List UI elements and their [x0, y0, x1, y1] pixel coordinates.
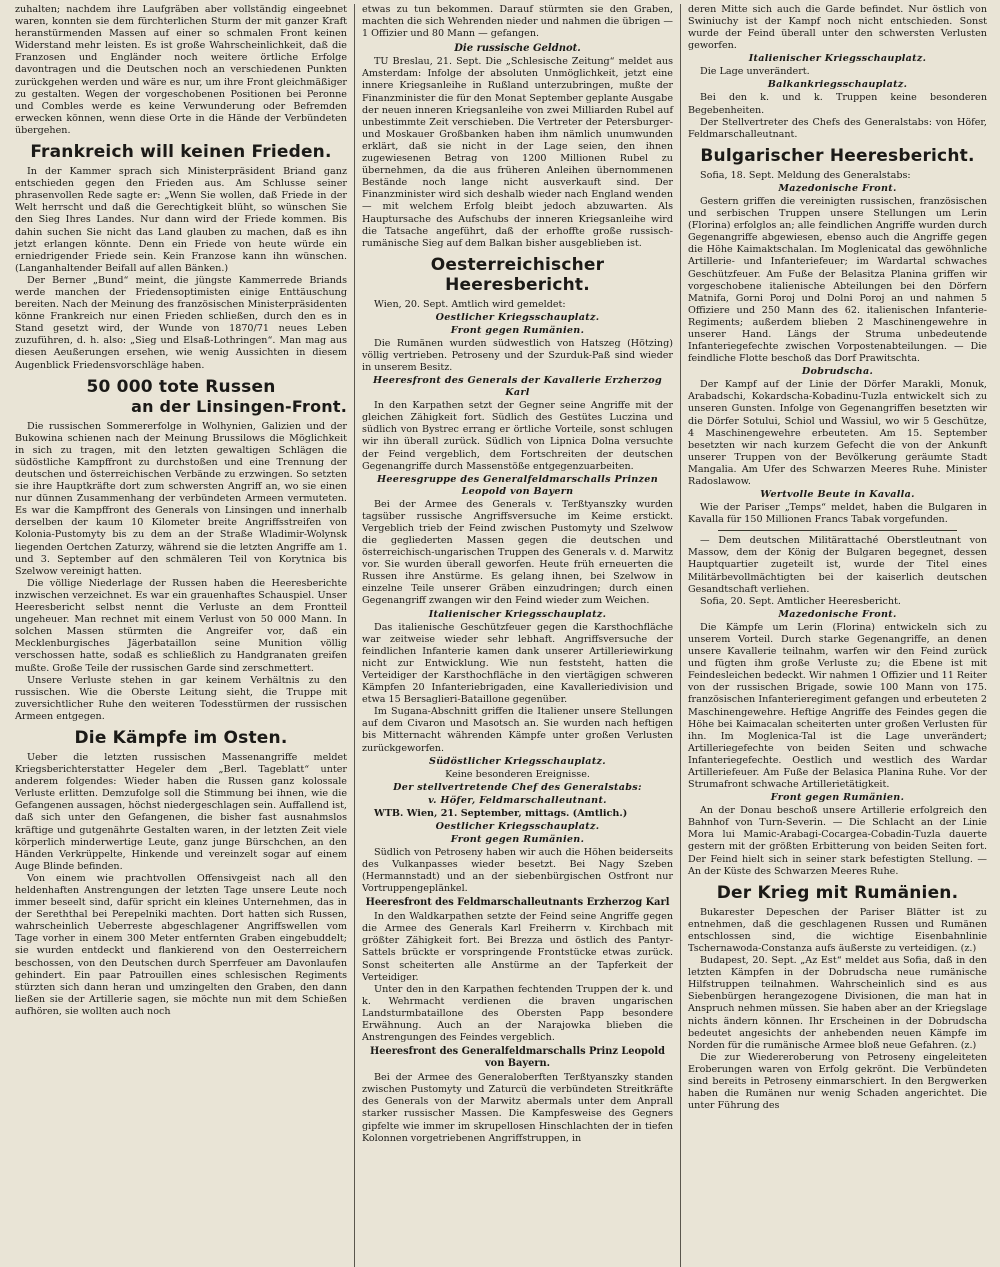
article-text: Gestern griffen die vereinigten russischen, französischen und serbischen Truppen unsere Stellungen um Lerin (Florina) erfolglos an; alle feindlichen Angriffe wurden durch Gegenangriffe abgewiesen, ebenso auch die Angriffe gegen die Höhe Kaimaktschalan. Im Moglenicatal das gewöhnliche Artillerie- und Infanteriefeuer; im Wardartal schwaches Geschützfeuer. Am Fuße der Belasitza Planina griffen wir vorgeschobene italienische Abteilungen bei den Dörfern Matnifa, Gorni Poroj und Dolni Poroj an und nahmen 5 Offiziere und 250 Mann des 62. italienischen Infanterie-Regiments; außerdem blieben 2 Maschinengewehre in unserer Hand. Längs der Struma unbedeutende Infanteriegefechte zwischen Vorpostenabteilungen. — Die feindliche Flotte beschoß das Dorf Prawitschta. — [688, 195, 987, 365]
signature-line: Der stellvertretende Chef des Generalstabs: — [393, 781, 642, 793]
signature-line: v. Höfer, Feldmarschalleutnant. — [428, 794, 607, 806]
headline: Frankreich will keinen Frieden. — [30, 142, 332, 163]
column-1 — [8, 4, 354, 1267]
section-title: Die russische Geldnot. — [454, 43, 581, 55]
subheading: Heeresgruppe des Generalfeldmarschalls Prinzen Leopold von Bayern — [377, 473, 658, 497]
article-text: Bei den k. und k. Truppen keine besonderen Begebenheiten. — [688, 92, 987, 116]
article-text: Der Berner „Bund“ meint, die jüngste Kammerrede Briands werde manchen der Friedensoptimisten einige Enttäuschung bereiten. Nach der Meinung des französischen Ministerpräsidenten könne Frankreich nur einen Frieden schließen, durch den es in Stand gesetzt wird, der Wunde von 1870/71 neues Leben zuzuführen, d. h. also: „Sieg und Elsaß-Lothringen“. Man mag aus diesen Aeußerungen ersehen, wie wenig Aussichten in diesem Augenblick Friedensvorschläge haben. — [15, 274, 347, 371]
article-text: Keine besonderen Ereignisse. — [445, 768, 590, 780]
article-text: In den Karpathen setzt der Gegner seine Angriffe mit der gleichen Zähigkeit fort. Südlich des Gestütes Luczina und südlich von Bystrec errang er örtliche Vorteile, sonst schlugen wir ihn überall zurück. Südlich von Lipnica Dolna versuchte der Feind vergeblich, dem Fortschreiten der deutschen Gegenangriffe durch Massenstöße entgegenzuarbeiten. — [362, 400, 673, 472]
headline: Bulgarischer Heeresbericht. — [700, 145, 975, 166]
article-text: In den Waldkarpathen setzte der Feind seine Angriffe gegen die Armee des Generals Karl Freiherrn v. Kirchbach mit größter Zähigkeit fort. Bei Brezza und östlich des Pantyr-Sattels brückte er vorspringende Frontstücke etwas zurück. Sonst scheiterten alle Anstürme an der Tapferkeit der Verteidiger. — [362, 911, 673, 983]
article-text: Die Rumänen wurden südwestlich von Hatszeg (Hötzing) völlig vertrieben. Petroseny und der Szurduk-Paß sind wieder in unserem Besitz. — [362, 337, 673, 374]
article-text: Von einem wie prachtvollen Offensivgeist nach all den heldenhaften Anstrengungen der letzten Tage unsere Leute noch immer beseelt sind, dafür spricht ein kleines Unternehmen, das in der Sereththal bei Perepelniki machten. Dort hatten sich Russen, wahrscheinlich Ueberreste abgeschlagener Angriffswellen vom Tage vorher in einem 300 Meter entfernten Graben eingebuddelt; sie wurden entdeckt und flankierend von den Oesterreichern beschossen, von den Deutschen durch Sperrfeuer am Davonlaufen gehindert. Ein paar Patrouillen eines schlesischen Regiments stürzten sich dann heran und umzingelten den Graben, den dann ließen sie der Artillerie sagen, sie möchte nun mit dem Schießen aufhören, sie wollten auch noch — [15, 872, 347, 1017]
subheading: Oestlicher Kriegsschauplatz. — [435, 820, 600, 832]
subheading: Heeresfront des Feldmarschalleutnants Erzherzog Karl — [365, 897, 670, 909]
article-text: Der Kampf auf der Linie der Dörfer Marakli, Monuk, Arabadschi, Kokardscha-Kobadinu-Tuzla entwickelt sich zu unseren Gunsten. Infolge von Gegenangriffen besetzten wir die Dörfer Sotului, Schiol und Wassiul, wo wir 5 Geschütze, 4 Maschinengewehre erbeuteten. Am 15. September besetzten wir nach kurzem Gefecht die von der Ankunft unserer Truppen von der Bevölkerung geräumte Stadt Mangalia. Am Ufer des Schwarzen Meeres Ruhe. Minister Radoslawow. — [688, 379, 987, 487]
subheading: Front gegen Rumänien. — [770, 792, 905, 804]
article-text: Die Lage unverändert. — [700, 66, 810, 78]
article-text: Bei der Armee des Generals v. Terßtyanszky wurden tagsüber russische Angriffsversuche im Keime erstickt. Vergeblich trieb der Feind zwischen Pustomyty und Szelwow die gegliederten Massen gegen die deutschen und österreichisch-ungarischen Truppen des Generals v. d. Marwitz vor. Sie wurden überall geworfen. Heute früh erneuerten die Russen ihre Anstürme. Es gelang ihnen, bei Szelwow in einzelne Teile unserer Gräben einzudringen; durch einen Gegenangriff zwangen wir den Feind wieder zum Weichen. — [362, 498, 673, 607]
article-text: Die Kämpfe um Lerin (Florina) entwickeln sich zu unserem Vorteil. Durch starke Gegenangriffe, an denen unsere Kavallerie teilnahm, warfen wir den Feind zurück und fügten ihm große Verluste zu; die Ebene ist mit Feindesleichen bedeckt. Wir nahmen 1 Offizier und 11 Reiter von der russischen Brigade, sowie 100 Mann von 175. französischen Infanterieregiment gefangen und erbeuteten 2 Maschinengewehre. Heftige Angriffe des Feindes gegen die Höhe bei Kaimacalan scheiterten unter großen Verlusten für ihn. Im Moglenica-Tal ist die Lage unverändert; Artilleriegefechte von beiden Seiten und schwache Infanteriegefechte. Oestlich und westlich des Wardar Artilleriefeuer. Am Fuße der Belasica Planina Ruhe. Vor der Strumafront schwache Artillerietätigkeit. — [688, 621, 987, 791]
headline: Oesterreichischer Heeresbericht. — [430, 254, 605, 295]
subheading: Heeresfront des Generalfeldmarschalls Prinz Leopold von Bayern. — [370, 1046, 665, 1070]
headline-sub: an der Linsingen-Front. — [131, 396, 347, 416]
article-text: — Dem deutschen Militärattaché Oberstleutnant von Massow, dem der König der Bulgaren begegnet, dessen Hauptquartier zugeteilt ist, wurde der Titel eines Militärbevollmächtigten bei der kaiserlich deutschen Gesandtschaft verliehen. — [688, 535, 987, 595]
subheading: Südöstlicher Kriegsschauplatz. — [429, 755, 606, 767]
article-text: Südlich von Petroseny haben wir auch die Höhen beiderseits des Vulkanpasses wieder besetzt. Bei Nagy Szeben (Hermannstadt) und an der siebenbürgischen Ostfront nur Vortruppengeplänkel. — [362, 846, 673, 895]
article-text: Das italienische Geschützfeuer gegen die Karsthochfläche war zeitweise wieder sehr lebhaft. Angriffsversuche der feindlichen Infanterie kamen dank unserer Artilleriewirkung nicht zur Entwicklung. Wie nun feststeht, hatten die Verteidiger der Karsthochfläche in den viertägigen schweren Kämpfen 20 Infanteriebrigaden, eine Kavalleriedivision und etwa 15 Bersaglieri-Bataillone gegenüber. — [362, 621, 673, 706]
article-text: Der Stellvertreter des Chefs des Generalstabs: von Höfer, Feldmarschalleutnant. — [688, 116, 987, 140]
article-text: Ueber die letzten russischen Massenangriffe meldet Kriegsberichterstatter Hegeler dem „Berl. Tageblatt“ unter anderem folgendes: Wieder haben die Russen ganz kolossale Verluste erlitten. Demzufolge soll die Stimmung bei ihnen, wie die Gefangenen aussagen, höchst niedergeschlagen sein. Auffallend ist, daß sich unter den Gefangenen, die bisher fast ausnahmslos kräftige und gutgenährte Gestalten waren, in der letzten Zeit viele körperlich minderwertige Leute, ganz junge Bürschchen, an den Händen Verkrüppelte, Hinkende und vereinzelt sogar auf einem Auge Blinde befinden. — [15, 751, 347, 872]
dateline: Wien, 20. Sept. Amtlich wird gemeldet: — [374, 298, 566, 310]
article-text: Die zur Wiedereroberung von Petroseny eingeleiteten Eroberungen waren von Erfolg gekrönt. Die Verbündeten sind bereits in Petroseny einmarschiert. In den Bergwerken haben die Rumänen nur wenig Schaden angerichtet. Die unter Führung des — [688, 1051, 987, 1112]
article-text: Bukarester Depeschen der Pariser Blätter ist zu entnehmen, daß die geschlagenen Russen und Rumänen entschlossen sind, die wichtige Eisenbahnlinie Tschernawoda-Constanza aufs äußerste zu verteidigen. (z.) — [688, 906, 987, 954]
subheading: Front gegen Rumänien. — [450, 833, 585, 845]
article-text: Budapest, 20. Sept. „Az Est“ meldet aus Sofia, daß in den letzten Kämpfen in der Dobrudscha neue rumänische Hilfstruppen teilnahmen. Wahrscheinlich sind es aus Siebenbürgen herangezogene Divisionen, die man hat in Anspruch nehmen müssen. Sie haben aber an der Kriegslage nichts ändern können. Ihr Erscheinen in der Dobrudscha bedeutet angesichts der anhebenden neuen Kämpfe im Norden für die rumänische Armee bloß neue Gefahren. (z.) — [688, 955, 987, 1051]
column-3 — [680, 4, 994, 1267]
article-text: TU Breslau, 21. Sept. Die „Schlesische Zeitung“ meldet aus Amsterdam: Infolge der absoluten Unmöglichkeit, jetzt eine innere Kriegsanleihe in Rußland unterzubringen, mußte der Finanzminister die für den Monat September geplante Ausgabe der neuen inneren Kriegsanleihe von zwei Milliarden Rubel auf unbestimmte Zeit verschieben. Die Vertreter der Petersburger- und Moskauer Großbanken haben ihm nämlich unumwunden erklärt, daß sie nicht in der Lage seien, den ihnen zugewiesenen Betrag von 1200 Millionen Rubel zu übernehmen, da die aus früheren Anleihen übernommenen Bestände noch lange nicht ausverkauft sind. Der Finanzminister wird sich deshalb wieder nach England wenden — mit welchem Erfolg bleibt jedoch abzuwarten. Als Hauptursache des Aufschubs der inneren Kriegsanleihe wird die Tatsache angeführt, daß der erhoffte große russisch-rumänische Sieg auf dem Balkan bisher ausgeblieben ist. — [362, 56, 673, 249]
subheading: Mazedonische Front. — [778, 182, 897, 194]
article-text: Im Sugana-Abschnitt griffen die Italiener unsere Stellungen auf dem Civaron und Masotsch an. Sie wurden nach heftigen bis Mitternacht währenden Kämpfe unter großen Verlusten zurückgeworfen. — [362, 706, 673, 754]
subheading: Oestlicher Kriegsschauplatz. — [435, 311, 600, 323]
article-text: Unter den in den Karpathen fechtenden Truppen der k. und k. Wehrmacht verdienen die braven ungarischen Landsturmbataillone des Obersten Papp besondere Erwähnung. Auch an der Narajowka blieben die Anstrengungen des Feindes vergeblich. — [362, 983, 673, 1044]
article-text: deren Mitte sich auch die Garde befindet. Nur östlich von Swiniuchy ist der Kampf noch nicht entschieden. Sonst wurde der Feind überall unter den schwersten Verlusten geworfen. — [688, 4, 987, 52]
dateline: Sofia, 18. Sept. Meldung des Generalstabs: — [700, 169, 911, 181]
headline: 50 000 tote Russen — [86, 376, 276, 397]
subheading: Heeresfront des Generals der Kavallerie Erzherzog Karl — [372, 375, 663, 399]
subheading: Front gegen Rumänien. — [450, 324, 585, 336]
divider — [718, 530, 957, 531]
subheading: Italienischer Kriegsschauplatz. — [748, 53, 927, 65]
article-text: Die völlige Niederlage der Russen haben die Heeresberichte inzwischen verzeichnet. Es war ein grauenhaftes Schauspiel. Unser Heeresbericht selbst nennt die Verluste an dem Frontteil ungeheuer. Man rechnet mit einem Verlust von 50 000 Mann. In solchen Massen stürmten die Angreifer vor, daß ein Mecklenburgisches Jägerbataillon seine Munition völlig verschossen hatte, sodaß es schließlich zu Handgranaten greifen mußte. Große Teile der russischen Garde sind zerschmettert. — [15, 577, 347, 674]
article-text: zuhalten; nachdem ihre Laufgräben aber vollständig eingeebnet waren, konnten sie dem fürchterlichen Sturm der mit ganzer Kraft heranstürmenden Massen auf einer so schmalen Front keinen Widerstand mehr leisten. Es ist große Wahrscheinlichkeit, daß die Franzosen und Engländer noch weitere örtliche Erfolge davontragen und die Deutschen noch an verschiedenen Punkten zurückgehen werden und wäre es nur, um ihre Front gleichmäßiger zu gestalten. Wegen der vorgeschobenen Positionen bei Peronne und Combles werde es keine Verwunderung oder Befremden erwecken können, wenn diese Orte in die Hände der Verbündeten übergehen. — [15, 4, 347, 136]
article-text: etwas zu tun bekommen. Darauf stürmten sie den Graben, machten die sich Wehrenden nieder und nahmen die übrigen — 1 Offizier und 80 Mann — gefangen. — [362, 4, 673, 40]
column-2 — [354, 4, 680, 1267]
dateline: WTB. Wien, 21. September, mittags. (Amtlich.) — [374, 807, 628, 819]
article-text: Die russischen Sommererfolge in Wolhynien, Galizien und der Bukowina schienen nach der Meinung Brussilows die Möglichkeit in sich zu tragen, mit den letzten gewaltigen Schlägen die südöstliche Kampffront zu durchstoßen und eine Trennung der deutschen und österreichischen Verbände zu erzwingen. So setzten sie ihre Hauptkräfte dort zum schwersten Angriff an, wo sie einen nur dünnen Zusammenhang der verbündeten Armeen vermuteten. Es war die Kampffront des Generals von Linsingen und innerhalb derselben der kaum 10 Kilometer breite Angriffsstreifen von Kolonia-Pustomyty bis zu dem an der Straße Wladimir-Wolynsk liegenden Oertchen Zaturzy, während sie die letzten Angriffe am 1. und 3. September auf den schmäleren Teil von Korytnica bis Szelwow vereinigt hatten. — [15, 420, 347, 577]
subheading: Mazedonische Front. — [778, 608, 897, 620]
article-text: Bei der Armee des Generaloberften Terßtyanszky standen zwischen Pustomyty und Zaturcü die verbündeten Streitkräfte des Generals von der Marwitz abermals unter dem Anprall starker russischer Massen. Die Kampfesweise des Gegners gipfelte wie immer im skrupellosen Hinschlachten der in tiefen Kolonnen vorgetriebenen Angriffstruppen, in — [362, 1072, 673, 1144]
subheading: Italienischer Kriegsschauplatz. — [428, 608, 607, 620]
article-text: Unsere Verluste stehen in gar keinem Verhältnis zu den russischen. Wie die Oberste Leitung sieht, die Truppe mit zuversichtlicher Ruhe den weiteren Todesstürmen der russischen Armeen entgegen. — [15, 674, 347, 722]
article-text: An der Donau beschoß unsere Artillerie erfolgreich den Bahnhof von Turn-Severin. — Die Schlacht an der Linie Mora lui Mamic-Arabagi-Cocargea-Cobadin-Tuzla dauerte gestern mit der größten Erbitterung von beiden Seiten fort. Der Feind hielt sich in seiner stark befestigten Stellung. — An der Küste des Schwarzen Meeres Ruhe. — [688, 805, 987, 877]
dateline: Sofia, 20. Sept. Amtlicher Heeresbericht. — [700, 595, 901, 607]
subheading: Dobrudscha. — [801, 366, 874, 378]
subheading: Balkankriegsschauplatz. — [767, 79, 908, 91]
article-text: Wie der Pariser „Temps“ meldet, haben die Bulgaren in Kavalla für 150 Millionen Francs Tabak vorgefunden. — [688, 502, 987, 526]
article-text: In der Kammer sprach sich Ministerpräsident Briand ganz entschieden gegen den Frieden aus. Am Schlusse seiner phrasenvollen Rede sagte er: „Wenn Sie wollen, daß Friede in der Welt herrscht und daß die Gerechtigkeit blüht, so wünschen Sie den Sieg Ihres Landes. Nur dann wird der Friede kommen. Bis dahin suchen Sie nicht das Land glauben zu machen, daß es ihn jetzt erlangen könnte. Denn ein Friede von heute würde ein erniedrigender Friede sein. Kein Franzose kann ihn wünschen. (Langanhaltender Beifall auf allen Bänken.) — [15, 166, 347, 274]
headline: Die Kämpfe im Osten. — [74, 727, 288, 748]
headline: Der Krieg mit Rumänien. — [716, 882, 959, 903]
subheading: Wertvolle Beute in Kavalla. — [760, 489, 915, 501]
